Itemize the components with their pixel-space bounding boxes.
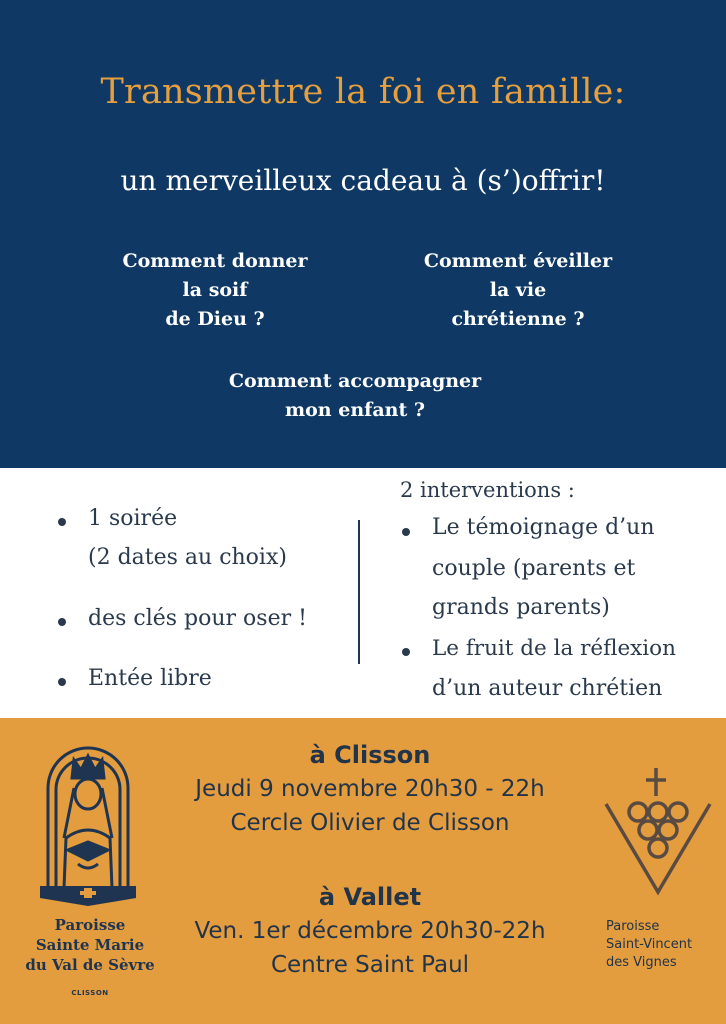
event-clisson xyxy=(150,738,590,840)
question-line: la soif xyxy=(182,279,248,301)
question-line: chrétienne ? xyxy=(451,308,585,330)
parish-right-line: Paroisse xyxy=(606,919,660,934)
right-item-temoignage-line: Le témoignage d’un xyxy=(432,515,655,540)
right-item-temoignage-line: couple (parents et xyxy=(432,556,636,581)
interventions-heading: 2 interventions : xyxy=(400,478,575,502)
question-line: Comment donner xyxy=(122,250,308,272)
event-date: Ven. 1er décembre 20h30-22h xyxy=(194,918,546,944)
parish-left-name xyxy=(20,915,160,975)
question-soif-de-dieu xyxy=(95,247,335,334)
question-accompagner xyxy=(195,367,515,425)
bullet-icon xyxy=(58,518,66,526)
bullet-icon xyxy=(58,618,66,626)
bullet-icon xyxy=(402,528,410,536)
parish-right-line: Saint-Vincent xyxy=(606,937,693,952)
question-line: la vie xyxy=(489,279,547,301)
bullet-icon xyxy=(58,678,66,686)
event-place: Centre Saint Paul xyxy=(270,952,470,978)
parish-right-name xyxy=(606,918,721,972)
column-divider xyxy=(358,520,360,664)
crowned-saint-icon xyxy=(38,738,138,906)
event-place: Cercle Olivier de Clisson xyxy=(230,810,510,836)
parish-left-line: Paroisse xyxy=(54,916,126,934)
question-line: de Dieu ? xyxy=(165,308,265,330)
bullet-icon xyxy=(402,648,410,656)
parish-right-line: des Vignes xyxy=(606,955,677,970)
question-vie-chretienne xyxy=(398,247,638,334)
question-line: mon enfant ? xyxy=(285,399,425,421)
right-item-reflexion-line: d’un auteur chrétien xyxy=(432,676,663,701)
event-city: à Vallet xyxy=(318,883,422,911)
cross-grapes-icon xyxy=(602,766,714,896)
left-item-soiree: 1 soirée xyxy=(88,506,178,531)
left-item-entree: Entée libre xyxy=(88,666,212,691)
right-item-reflexion-line: Le fruit de la réflexion xyxy=(432,636,676,661)
parish-left-line: Sainte Marie xyxy=(35,936,145,954)
event-vallet xyxy=(150,880,590,982)
page-title: Transmettre la foi en famille: xyxy=(100,72,626,112)
page-subtitle: un merveilleux cadeau à (s’)offrir! xyxy=(120,164,606,197)
left-item-cles: des clés pour oser ! xyxy=(88,606,307,631)
event-date: Jeudi 9 novembre 20h30 - 22h xyxy=(195,776,545,802)
left-item-soiree-detail: (2 dates au choix) xyxy=(88,545,287,570)
parish-left-city: CLISSON xyxy=(71,989,109,997)
right-item-temoignage-line: grands parents) xyxy=(432,595,610,620)
parish-left-line: du Val de Sèvre xyxy=(25,956,155,974)
question-line: Comment éveiller xyxy=(423,250,613,272)
event-city: à Clisson xyxy=(309,741,431,769)
question-line: Comment accompagner xyxy=(228,370,482,392)
